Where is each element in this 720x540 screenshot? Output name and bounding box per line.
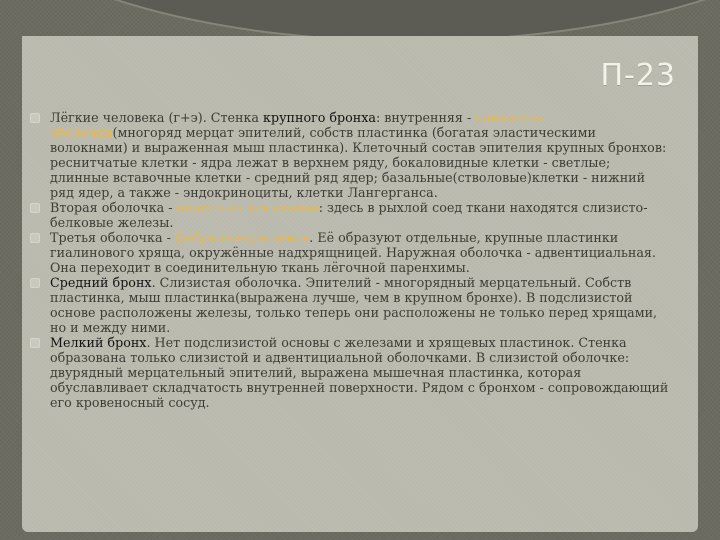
bullet-icon [30,278,40,288]
bullet-item-submucosa: Вторая оболочка - подслизистая основа: здесь в рыхлой соед ткани находятся слизисто-белковые железы. [30,200,670,230]
bullet-item-large-bronchus: Лёгкие человека (г+э). Стенка крупного бронха: внутренняя - слизистая оболочка(многоряд мерцат эпителий, собств пластинка (богатая эластическими волокнами) и выраженная мыш пластинка). Клеточный состав эпителия крупных бронхов: реснитчатые клетки - ядра лежат в верхнем ряду, бокаловидные клетки - светлые; длинные вставочные клетки - средний ряд ядер; базальные(стволовые)клетки - нижний ряд ядер, а также - эндокриноциты, клетки Лангерганса. [30,110,670,200]
bullet-icon [30,233,40,243]
term-medium-bronchus: Средний бронх [50,275,152,290]
term-large-bronchus: крупного бронха [263,110,376,125]
term-submucosa: подслизистая основа [176,200,319,215]
term-fibrocartilaginous: фиброзно-хрящевая [174,230,310,245]
bullet-icon [30,113,40,123]
bullet-item-medium-bronchus: Средний бронх. Слизистая оболочка. Эпителий - многорядный мерцательный. Собств пластинка, мыш пластинка(выражена лучше, чем в крупном бронхе). В подслизистой основе расположены железы, только теперь они расположены не только перед хрящами, но и между ними. [30,275,670,335]
slide-title: П-23 [600,58,676,93]
decorative-header-curve [0,0,720,40]
term-small-bronchus: Мелкий бронх [50,335,147,350]
bullet-list [30,110,670,410]
bullet-item-small-bronchus: Мелкий бронх. Нет подслизистой основы с железами и хрящевых пластинок. Стенка образована только слизистой и адвентициальной оболочками. В слизистой оболочке: двурядный мерцательный эпителий, выражена мышечная пластинка, которая обуславливает складчатость внутренней поверхности. Рядом с бронхом - сопровождающий его кровеносный сосуд. [30,335,670,410]
bullet-item-fibrocartilaginous: Третья оболочка - фиброзно-хрящевая. Её образуют отдельные, крупные пластинки гиалинового хряща, окружённые надхрящницей. Наружная оболочка - адвентициальная. Она переходит в соединительную ткань лёгочной паренхимы. [30,230,670,275]
bullet-icon [30,203,40,213]
bullet-icon [30,338,40,348]
term-mucous-membrane: слизистая оболочка [50,110,544,140]
